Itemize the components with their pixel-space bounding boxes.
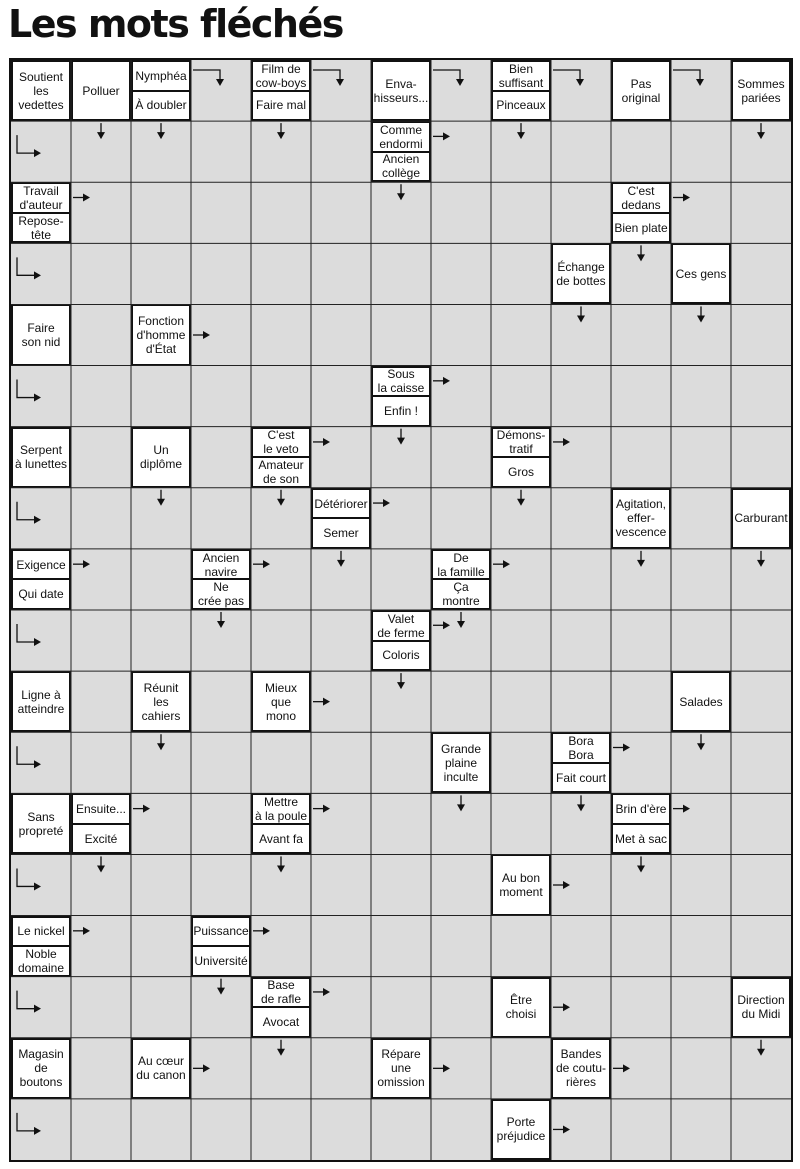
- clue-box: Le nickel: [11, 916, 71, 947]
- arrow-bent-icon: [17, 380, 41, 402]
- arrow-down-icon: [637, 856, 645, 872]
- arrow-bent-icon: [17, 1113, 41, 1135]
- arrow-right-icon: [433, 132, 450, 140]
- arrow-right-icon: [433, 1064, 450, 1072]
- clue-box: Direction du Midi: [731, 977, 791, 1038]
- clue-box: Sans propreté: [11, 793, 71, 854]
- clue-box: Coloris: [371, 641, 431, 672]
- arrow-down-icon: [277, 123, 285, 139]
- arrow-right-icon: [493, 560, 510, 568]
- clue-box: C'est le veto: [251, 427, 311, 458]
- arrow-down-icon: [517, 490, 525, 506]
- clue-box: Soutient les vedettes: [11, 60, 71, 121]
- arrow-right-icon: [313, 988, 330, 996]
- clue-box: Polluer: [71, 60, 131, 121]
- arrow-right-down-icon: [313, 70, 344, 86]
- clue-box: Salades: [671, 671, 731, 732]
- clue-box: Ça montre: [431, 579, 491, 610]
- arrow-down-icon: [157, 734, 165, 750]
- arrow-right-icon: [133, 805, 150, 813]
- clue-box: Fonction d'homme d'État: [131, 304, 191, 365]
- arrow-down-icon: [277, 1040, 285, 1056]
- arrow-right-icon: [553, 881, 570, 889]
- arrow-right-icon: [433, 377, 450, 385]
- clue-box: À doubler: [131, 91, 191, 122]
- arrow-right-icon: [553, 1003, 570, 1011]
- arrow-down-icon: [397, 429, 405, 445]
- clue-box: Répare une omission: [371, 1038, 431, 1099]
- clue-box: Puissance: [191, 916, 251, 947]
- clue-box: Au cœur du canon: [131, 1038, 191, 1099]
- arrow-down-icon: [577, 306, 585, 322]
- arrow-down-icon: [757, 551, 765, 567]
- arrow-right-icon: [673, 194, 690, 202]
- clue-box: Sommes pariées: [731, 60, 791, 121]
- clue-box: Gros: [491, 457, 551, 488]
- clue-box: Enva- hisseurs...: [371, 60, 431, 121]
- clue-box: C'est dedans: [611, 182, 671, 213]
- clue-box: Réunit les cahiers: [131, 671, 191, 732]
- clue-box: Au bon moment: [491, 854, 551, 915]
- page-title: Les mots fléchés: [8, 2, 343, 46]
- arrow-down-icon: [397, 184, 405, 200]
- arrow-down-icon: [217, 979, 225, 995]
- arrow-down-icon: [97, 856, 105, 872]
- clue-box: Film de cow-boys: [251, 60, 311, 91]
- crossword-grid: [9, 58, 793, 1162]
- clue-box: Pinceaux: [491, 91, 551, 122]
- clue-box: Fait court: [551, 763, 611, 794]
- arrow-bent-icon: [17, 868, 41, 890]
- clue-box: Université: [191, 946, 251, 977]
- arrow-right-icon: [73, 194, 90, 202]
- clue-box: Ces gens: [671, 243, 731, 304]
- arrow-right-icon: [253, 927, 270, 935]
- grid-lines: [11, 60, 791, 1160]
- clue-box: Mettre à la poule: [251, 793, 311, 824]
- clue-box: Un diplôme: [131, 427, 191, 488]
- arrow-down-icon: [277, 490, 285, 506]
- arrow-down-icon: [397, 673, 405, 689]
- clue-box: Repose- tête: [11, 213, 71, 244]
- clue-box: Semer: [311, 518, 371, 549]
- clue-box: Avocat: [251, 1007, 311, 1038]
- clue-box: Ligne à atteindre: [11, 671, 71, 732]
- clue-box: Amateur de son: [251, 457, 311, 488]
- arrow-down-icon: [757, 123, 765, 139]
- arrow-bent-icon: [17, 502, 41, 524]
- clue-box: Ancien collège: [371, 152, 431, 183]
- arrow-right-icon: [313, 438, 330, 446]
- arrow-down-icon: [637, 245, 645, 261]
- clue-box: Base de rafle: [251, 977, 311, 1008]
- clue-box: Valet de ferme: [371, 610, 431, 641]
- clue-box: Carburant: [731, 488, 791, 549]
- arrow-right-icon: [553, 1125, 570, 1133]
- clue-box: Travail d'auteur: [11, 182, 71, 213]
- arrow-right-icon: [433, 621, 450, 629]
- clue-box: Bien suffisant: [491, 60, 551, 91]
- arrow-right-icon: [193, 331, 210, 339]
- arrow-right-icon: [253, 560, 270, 568]
- clue-box: Ne crée pas: [191, 579, 251, 610]
- arrow-right-down-icon: [433, 70, 464, 86]
- clue-box: Comme endormi: [371, 121, 431, 152]
- arrow-right-icon: [553, 438, 570, 446]
- clue-box: Noble domaine: [11, 946, 71, 977]
- arrow-right-icon: [673, 805, 690, 813]
- arrow-bent-icon: [17, 991, 41, 1013]
- clue-box: Porte préjudice: [491, 1099, 551, 1160]
- arrow-down-icon: [157, 490, 165, 506]
- clue-box: Bien plate: [611, 213, 671, 244]
- arrow-right-icon: [313, 698, 330, 706]
- arrow-bent-icon: [17, 746, 41, 768]
- arrow-right-down-icon: [553, 70, 584, 86]
- clue-box: Excité: [71, 824, 131, 855]
- clue-box: Ensuite...: [71, 793, 131, 824]
- arrow-right-icon: [73, 560, 90, 568]
- clue-box: Enfin !: [371, 396, 431, 427]
- clue-box: Ancien navire: [191, 549, 251, 580]
- clue-box: Brin d'ère: [611, 793, 671, 824]
- clue-box: Échange de bottes: [551, 243, 611, 304]
- clue-box: Être choisi: [491, 977, 551, 1038]
- arrow-down-icon: [637, 551, 645, 567]
- clue-box: Grande plaine inculte: [431, 732, 491, 793]
- arrow-down-icon: [757, 1040, 765, 1056]
- arrow-down-icon: [217, 612, 225, 628]
- clue-box: Bora Bora: [551, 732, 611, 763]
- arrow-down-icon: [97, 123, 105, 139]
- clue-box: Magasin de boutons: [11, 1038, 71, 1099]
- arrow-bent-icon: [17, 624, 41, 646]
- clue-box: Démons- tratif: [491, 427, 551, 458]
- arrow-down-icon: [457, 612, 465, 628]
- clue-box: Qui date: [11, 579, 71, 610]
- clue-box: Faire mal: [251, 91, 311, 122]
- clue-box: De la famille: [431, 549, 491, 580]
- arrow-right-icon: [613, 744, 630, 752]
- clue-box: Met à sac: [611, 824, 671, 855]
- arrow-right-icon: [193, 1064, 210, 1072]
- arrow-down-icon: [157, 123, 165, 139]
- arrow-right-icon: [313, 805, 330, 813]
- arrow-down-icon: [277, 856, 285, 872]
- arrow-right-icon: [73, 927, 90, 935]
- arrow-down-icon: [697, 734, 705, 750]
- clue-box: Avant fa: [251, 824, 311, 855]
- arrow-right-down-icon: [193, 70, 224, 86]
- arrow-right-icon: [373, 499, 390, 507]
- clue-box: Nymphéa: [131, 60, 191, 91]
- arrow-down-icon: [517, 123, 525, 139]
- arrow-down-icon: [697, 306, 705, 322]
- arrow-down-icon: [457, 795, 465, 811]
- arrow-bent-icon: [17, 135, 41, 157]
- clue-box: Sous la caisse: [371, 366, 431, 397]
- clue-box: Faire son nid: [11, 304, 71, 365]
- clue-box: Mieux que mono: [251, 671, 311, 732]
- clue-box: Détériorer: [311, 488, 371, 519]
- arrow-right-icon: [613, 1064, 630, 1072]
- arrow-down-icon: [577, 795, 585, 811]
- arrow-right-down-icon: [673, 70, 704, 86]
- arrow-bent-icon: [17, 257, 41, 279]
- clue-box: Serpent à lunettes: [11, 427, 71, 488]
- arrow-down-icon: [337, 551, 345, 567]
- clue-box: Bandes de coutu- rières: [551, 1038, 611, 1099]
- clue-box: Exigence: [11, 549, 71, 580]
- clue-box: Pas original: [611, 60, 671, 121]
- clue-box: Agitation, effer- vescence: [611, 488, 671, 549]
